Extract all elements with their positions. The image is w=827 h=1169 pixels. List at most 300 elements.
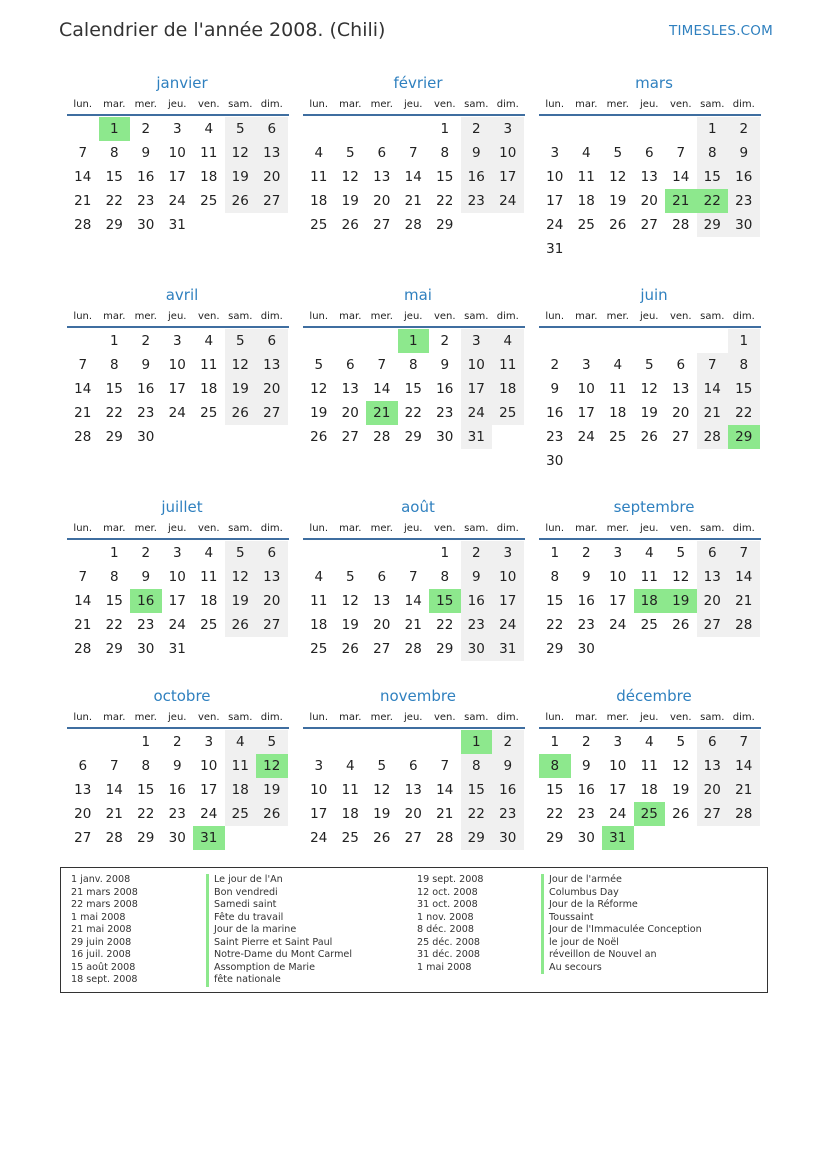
day-cell[interactable]: 19 xyxy=(341,617,359,633)
day-cell[interactable]: 27 xyxy=(74,830,92,846)
day-cell[interactable]: 16 xyxy=(436,381,454,397)
day-cell[interactable]: 4 xyxy=(644,734,654,750)
day-cell[interactable]: 21 xyxy=(105,806,123,822)
day-cell[interactable]: 10 xyxy=(200,758,218,774)
day-cell[interactable]: 2 xyxy=(728,117,760,141)
day-cell[interactable]: 18 xyxy=(609,405,627,421)
day-cell[interactable]: 28 xyxy=(373,429,391,445)
day-cell[interactable]: 24 xyxy=(461,401,493,425)
day-cell[interactable]: 2 xyxy=(492,730,524,754)
day-cell[interactable]: 30 xyxy=(546,453,564,469)
day-cell[interactable]: 7 xyxy=(440,758,450,774)
day-cell[interactable]: 15 xyxy=(105,593,123,609)
day-cell[interactable]: 4 xyxy=(492,329,524,353)
day-cell[interactable]: 26 xyxy=(672,617,690,633)
day-cell[interactable]: 13 xyxy=(697,565,729,589)
day-cell[interactable]: 30 xyxy=(137,217,155,233)
day-cell[interactable]: 18 xyxy=(492,377,524,401)
day-cell[interactable]: 14 xyxy=(436,782,454,798)
day-cell[interactable]: 27 xyxy=(672,429,690,445)
day-cell[interactable]: 17 xyxy=(492,589,524,613)
day-cell[interactable]: 6 xyxy=(377,569,387,585)
day-cell[interactable]: 21 xyxy=(74,617,92,633)
day-cell[interactable]: 16 xyxy=(461,589,493,613)
day-cell[interactable]: 5 xyxy=(676,734,686,750)
day-cell[interactable]: 29 xyxy=(105,641,123,657)
day-cell[interactable]: 15 xyxy=(697,165,729,189)
day-cell[interactable]: 1 xyxy=(728,329,760,353)
day-cell[interactable]: 3 xyxy=(492,541,524,565)
holiday-day[interactable]: 21 xyxy=(665,189,697,213)
day-cell[interactable]: 11 xyxy=(640,569,658,585)
day-cell[interactable]: 15 xyxy=(546,782,564,798)
brand-link[interactable]: TIMESLES.COM xyxy=(669,23,773,39)
day-cell[interactable]: 8 xyxy=(728,353,760,377)
day-cell[interactable]: 2 xyxy=(141,333,151,349)
day-cell[interactable]: 7 xyxy=(109,758,119,774)
day-cell[interactable]: 5 xyxy=(377,758,387,774)
day-cell[interactable]: 21 xyxy=(404,193,422,209)
day-cell[interactable]: 6 xyxy=(78,758,88,774)
day-cell[interactable]: 13 xyxy=(404,782,422,798)
day-cell[interactable]: 1 xyxy=(141,734,151,750)
day-cell[interactable]: 10 xyxy=(577,381,595,397)
day-cell[interactable]: 12 xyxy=(672,569,690,585)
day-cell[interactable]: 2 xyxy=(581,734,591,750)
day-cell[interactable]: 24 xyxy=(609,617,627,633)
day-cell[interactable]: 22 xyxy=(546,617,564,633)
day-cell[interactable]: 16 xyxy=(577,782,595,798)
day-cell[interactable]: 4 xyxy=(345,758,355,774)
day-cell[interactable]: 27 xyxy=(640,217,658,233)
day-cell[interactable]: 10 xyxy=(168,569,186,585)
day-cell[interactable]: 28 xyxy=(74,429,92,445)
day-cell[interactable]: 12 xyxy=(672,758,690,774)
day-cell[interactable]: 26 xyxy=(640,429,658,445)
day-cell[interactable]: 11 xyxy=(492,353,524,377)
day-cell[interactable]: 28 xyxy=(74,217,92,233)
day-cell[interactable]: 28 xyxy=(74,641,92,657)
day-cell[interactable]: 23 xyxy=(168,806,186,822)
day-cell[interactable]: 11 xyxy=(640,758,658,774)
day-cell[interactable]: 3 xyxy=(492,117,524,141)
day-cell[interactable]: 9 xyxy=(728,141,760,165)
day-cell[interactable]: 8 xyxy=(440,569,450,585)
day-cell[interactable]: 21 xyxy=(74,405,92,421)
day-cell[interactable]: 8 xyxy=(461,754,493,778)
day-cell[interactable]: 9 xyxy=(581,569,591,585)
day-cell[interactable]: 17 xyxy=(546,193,564,209)
day-cell[interactable]: 27 xyxy=(373,641,391,657)
day-cell[interactable]: 3 xyxy=(581,357,591,373)
day-cell[interactable]: 14 xyxy=(373,381,391,397)
day-cell[interactable]: 8 xyxy=(141,758,151,774)
day-cell[interactable]: 15 xyxy=(404,381,422,397)
day-cell[interactable]: 11 xyxy=(577,169,595,185)
day-cell[interactable]: 22 xyxy=(436,193,454,209)
day-cell[interactable]: 28 xyxy=(728,613,760,637)
holiday-day[interactable]: 1 xyxy=(461,730,493,754)
day-cell[interactable]: 14 xyxy=(74,169,92,185)
day-cell[interactable]: 20 xyxy=(341,405,359,421)
day-cell[interactable]: 19 xyxy=(341,193,359,209)
day-cell[interactable]: 7 xyxy=(408,569,418,585)
day-cell[interactable]: 24 xyxy=(168,617,186,633)
day-cell[interactable]: 6 xyxy=(644,145,654,161)
day-cell[interactable]: 30 xyxy=(728,213,760,237)
day-cell[interactable]: 17 xyxy=(310,806,328,822)
day-cell[interactable]: 4 xyxy=(204,333,214,349)
day-cell[interactable]: 5 xyxy=(225,541,257,565)
day-cell[interactable]: 29 xyxy=(546,641,564,657)
day-cell[interactable]: 30 xyxy=(577,830,595,846)
day-cell[interactable]: 20 xyxy=(672,405,690,421)
day-cell[interactable]: 5 xyxy=(225,117,257,141)
day-cell[interactable]: 16 xyxy=(728,165,760,189)
day-cell[interactable]: 26 xyxy=(225,189,257,213)
day-cell[interactable]: 21 xyxy=(697,401,729,425)
day-cell[interactable]: 19 xyxy=(256,778,288,802)
day-cell[interactable]: 27 xyxy=(697,613,729,637)
day-cell[interactable]: 27 xyxy=(256,401,288,425)
day-cell[interactable]: 27 xyxy=(256,189,288,213)
day-cell[interactable]: 14 xyxy=(697,377,729,401)
day-cell[interactable]: 27 xyxy=(404,830,422,846)
day-cell[interactable]: 29 xyxy=(105,217,123,233)
day-cell[interactable]: 19 xyxy=(225,165,257,189)
day-cell[interactable]: 29 xyxy=(105,429,123,445)
day-cell[interactable]: 13 xyxy=(373,169,391,185)
day-cell[interactable]: 25 xyxy=(341,830,359,846)
day-cell[interactable]: 18 xyxy=(200,593,218,609)
day-cell[interactable]: 28 xyxy=(697,425,729,449)
day-cell[interactable]: 24 xyxy=(492,613,524,637)
holiday-day[interactable]: 1 xyxy=(398,329,430,353)
day-cell[interactable]: 9 xyxy=(550,381,560,397)
day-cell[interactable]: 23 xyxy=(461,613,493,637)
day-cell[interactable]: 2 xyxy=(550,357,560,373)
day-cell[interactable]: 28 xyxy=(404,641,422,657)
day-cell[interactable]: 19 xyxy=(310,405,328,421)
day-cell[interactable]: 30 xyxy=(436,429,454,445)
day-cell[interactable]: 21 xyxy=(404,617,422,633)
day-cell[interactable]: 3 xyxy=(550,145,560,161)
day-cell[interactable]: 31 xyxy=(492,637,524,661)
day-cell[interactable]: 7 xyxy=(78,357,88,373)
day-cell[interactable]: 11 xyxy=(225,754,257,778)
day-cell[interactable]: 3 xyxy=(613,734,623,750)
day-cell[interactable]: 23 xyxy=(492,802,524,826)
day-cell[interactable]: 10 xyxy=(609,758,627,774)
day-cell[interactable]: 9 xyxy=(440,357,450,373)
day-cell[interactable]: 10 xyxy=(609,569,627,585)
day-cell[interactable]: 28 xyxy=(436,830,454,846)
day-cell[interactable]: 21 xyxy=(728,589,760,613)
day-cell[interactable]: 31 xyxy=(168,217,186,233)
day-cell[interactable]: 11 xyxy=(341,782,359,798)
day-cell[interactable]: 5 xyxy=(314,357,324,373)
day-cell[interactable]: 20 xyxy=(74,806,92,822)
day-cell[interactable]: 22 xyxy=(404,405,422,421)
day-cell[interactable]: 12 xyxy=(640,381,658,397)
day-cell[interactable]: 7 xyxy=(78,145,88,161)
day-cell[interactable]: 14 xyxy=(404,169,422,185)
day-cell[interactable]: 22 xyxy=(728,401,760,425)
day-cell[interactable]: 9 xyxy=(141,569,151,585)
day-cell[interactable]: 26 xyxy=(256,802,288,826)
day-cell[interactable]: 10 xyxy=(461,353,493,377)
day-cell[interactable]: 10 xyxy=(492,141,524,165)
day-cell[interactable]: 20 xyxy=(256,589,288,613)
day-cell[interactable]: 16 xyxy=(137,169,155,185)
day-cell[interactable]: 26 xyxy=(672,806,690,822)
day-cell[interactable]: 30 xyxy=(137,429,155,445)
day-cell[interactable]: 13 xyxy=(74,782,92,798)
day-cell[interactable]: 23 xyxy=(137,193,155,209)
day-cell[interactable]: 14 xyxy=(105,782,123,798)
day-cell[interactable]: 8 xyxy=(408,357,418,373)
day-cell[interactable]: 8 xyxy=(109,357,119,373)
day-cell[interactable]: 13 xyxy=(256,141,288,165)
day-cell[interactable]: 27 xyxy=(256,613,288,637)
day-cell[interactable]: 20 xyxy=(373,617,391,633)
day-cell[interactable]: 26 xyxy=(609,217,627,233)
day-cell[interactable]: 20 xyxy=(256,377,288,401)
day-cell[interactable]: 25 xyxy=(200,405,218,421)
day-cell[interactable]: 2 xyxy=(461,541,493,565)
day-cell[interactable]: 24 xyxy=(546,217,564,233)
day-cell[interactable]: 20 xyxy=(697,778,729,802)
day-cell[interactable]: 7 xyxy=(377,357,387,373)
day-cell[interactable]: 21 xyxy=(74,193,92,209)
day-cell[interactable]: 4 xyxy=(204,121,214,137)
day-cell[interactable]: 17 xyxy=(461,377,493,401)
day-cell[interactable]: 28 xyxy=(728,802,760,826)
day-cell[interactable]: 9 xyxy=(581,758,591,774)
day-cell[interactable]: 1 xyxy=(550,734,560,750)
day-cell[interactable]: 25 xyxy=(577,217,595,233)
day-cell[interactable]: 20 xyxy=(640,193,658,209)
day-cell[interactable]: 7 xyxy=(728,541,760,565)
day-cell[interactable]: 6 xyxy=(345,357,355,373)
day-cell[interactable]: 11 xyxy=(200,569,218,585)
day-cell[interactable]: 2 xyxy=(581,545,591,561)
day-cell[interactable]: 4 xyxy=(581,145,591,161)
day-cell[interactable]: 2 xyxy=(141,121,151,137)
day-cell[interactable]: 26 xyxy=(373,830,391,846)
day-cell[interactable]: 5 xyxy=(676,545,686,561)
day-cell[interactable]: 29 xyxy=(461,826,493,850)
day-cell[interactable]: 3 xyxy=(613,545,623,561)
day-cell[interactable]: 15 xyxy=(137,782,155,798)
day-cell[interactable]: 28 xyxy=(672,217,690,233)
day-cell[interactable]: 6 xyxy=(676,357,686,373)
day-cell[interactable]: 22 xyxy=(461,802,493,826)
day-cell[interactable]: 23 xyxy=(546,429,564,445)
holiday-day[interactable]: 8 xyxy=(539,754,571,778)
day-cell[interactable]: 23 xyxy=(461,189,493,213)
day-cell[interactable]: 4 xyxy=(314,569,324,585)
day-cell[interactable]: 23 xyxy=(436,405,454,421)
day-cell[interactable]: 17 xyxy=(168,593,186,609)
day-cell[interactable]: 2 xyxy=(440,333,450,349)
day-cell[interactable]: 12 xyxy=(341,169,359,185)
holiday-day[interactable]: 21 xyxy=(366,401,398,425)
day-cell[interactable]: 30 xyxy=(168,830,186,846)
day-cell[interactable]: 29 xyxy=(137,830,155,846)
day-cell[interactable]: 17 xyxy=(609,782,627,798)
day-cell[interactable]: 13 xyxy=(256,565,288,589)
day-cell[interactable]: 9 xyxy=(461,565,493,589)
day-cell[interactable]: 9 xyxy=(461,141,493,165)
day-cell[interactable]: 13 xyxy=(640,169,658,185)
day-cell[interactable]: 12 xyxy=(341,593,359,609)
day-cell[interactable]: 31 xyxy=(461,425,493,449)
day-cell[interactable]: 24 xyxy=(577,429,595,445)
day-cell[interactable]: 8 xyxy=(550,569,560,585)
day-cell[interactable]: 24 xyxy=(200,806,218,822)
day-cell[interactable]: 14 xyxy=(404,593,422,609)
day-cell[interactable]: 16 xyxy=(492,778,524,802)
day-cell[interactable]: 1 xyxy=(440,121,450,137)
day-cell[interactable]: 21 xyxy=(728,778,760,802)
day-cell[interactable]: 30 xyxy=(577,641,595,657)
day-cell[interactable]: 27 xyxy=(697,802,729,826)
day-cell[interactable]: 20 xyxy=(697,589,729,613)
day-cell[interactable]: 6 xyxy=(377,145,387,161)
day-cell[interactable]: 18 xyxy=(310,617,328,633)
day-cell[interactable]: 26 xyxy=(225,613,257,637)
day-cell[interactable]: 1 xyxy=(109,333,119,349)
day-cell[interactable]: 28 xyxy=(105,830,123,846)
day-cell[interactable]: 8 xyxy=(109,145,119,161)
day-cell[interactable]: 7 xyxy=(408,145,418,161)
day-cell[interactable]: 23 xyxy=(577,617,595,633)
day-cell[interactable]: 17 xyxy=(609,593,627,609)
day-cell[interactable]: 9 xyxy=(141,357,151,373)
day-cell[interactable]: 10 xyxy=(546,169,564,185)
day-cell[interactable]: 9 xyxy=(172,758,182,774)
day-cell[interactable]: 20 xyxy=(256,165,288,189)
day-cell[interactable]: 15 xyxy=(728,377,760,401)
day-cell[interactable]: 11 xyxy=(200,145,218,161)
day-cell[interactable]: 11 xyxy=(310,169,328,185)
day-cell[interactable]: 5 xyxy=(256,730,288,754)
day-cell[interactable]: 19 xyxy=(373,806,391,822)
day-cell[interactable]: 22 xyxy=(436,617,454,633)
day-cell[interactable]: 25 xyxy=(492,401,524,425)
holiday-day[interactable]: 22 xyxy=(697,189,729,213)
day-cell[interactable]: 10 xyxy=(168,145,186,161)
day-cell[interactable]: 3 xyxy=(204,734,214,750)
day-cell[interactable]: 14 xyxy=(74,593,92,609)
day-cell[interactable]: 20 xyxy=(404,806,422,822)
day-cell[interactable]: 19 xyxy=(609,193,627,209)
day-cell[interactable]: 30 xyxy=(492,826,524,850)
day-cell[interactable]: 10 xyxy=(168,357,186,373)
day-cell[interactable]: 4 xyxy=(314,145,324,161)
day-cell[interactable]: 14 xyxy=(728,754,760,778)
day-cell[interactable]: 18 xyxy=(341,806,359,822)
day-cell[interactable]: 30 xyxy=(461,637,493,661)
day-cell[interactable]: 16 xyxy=(137,381,155,397)
day-cell[interactable]: 8 xyxy=(109,569,119,585)
day-cell[interactable]: 3 xyxy=(172,333,182,349)
day-cell[interactable]: 25 xyxy=(225,802,257,826)
day-cell[interactable]: 19 xyxy=(640,405,658,421)
day-cell[interactable]: 1 xyxy=(550,545,560,561)
day-cell[interactable]: 7 xyxy=(697,353,729,377)
day-cell[interactable]: 19 xyxy=(672,782,690,798)
day-cell[interactable]: 6 xyxy=(697,541,729,565)
day-cell[interactable]: 13 xyxy=(697,754,729,778)
day-cell[interactable]: 29 xyxy=(546,830,564,846)
day-cell[interactable]: 4 xyxy=(204,545,214,561)
day-cell[interactable]: 14 xyxy=(74,381,92,397)
day-cell[interactable]: 13 xyxy=(256,353,288,377)
day-cell[interactable]: 29 xyxy=(404,429,422,445)
day-cell[interactable]: 3 xyxy=(461,329,493,353)
day-cell[interactable]: 30 xyxy=(137,641,155,657)
day-cell[interactable]: 25 xyxy=(310,217,328,233)
day-cell[interactable]: 17 xyxy=(200,782,218,798)
day-cell[interactable]: 2 xyxy=(172,734,182,750)
day-cell[interactable]: 25 xyxy=(310,641,328,657)
day-cell[interactable]: 23 xyxy=(577,806,595,822)
day-cell[interactable]: 26 xyxy=(310,429,328,445)
day-cell[interactable]: 1 xyxy=(697,117,729,141)
day-cell[interactable]: 29 xyxy=(436,217,454,233)
day-cell[interactable]: 6 xyxy=(697,730,729,754)
day-cell[interactable]: 22 xyxy=(105,193,123,209)
holiday-day[interactable]: 16 xyxy=(130,589,162,613)
day-cell[interactable]: 3 xyxy=(314,758,324,774)
day-cell[interactable]: 17 xyxy=(168,169,186,185)
day-cell[interactable]: 5 xyxy=(345,145,355,161)
day-cell[interactable]: 4 xyxy=(225,730,257,754)
day-cell[interactable]: 5 xyxy=(345,569,355,585)
day-cell[interactable]: 13 xyxy=(341,381,359,397)
day-cell[interactable]: 15 xyxy=(546,593,564,609)
day-cell[interactable]: 1 xyxy=(440,545,450,561)
day-cell[interactable]: 12 xyxy=(225,353,257,377)
day-cell[interactable]: 6 xyxy=(408,758,418,774)
day-cell[interactable]: 15 xyxy=(436,169,454,185)
day-cell[interactable]: 22 xyxy=(105,617,123,633)
day-cell[interactable]: 17 xyxy=(577,405,595,421)
day-cell[interactable]: 7 xyxy=(676,145,686,161)
day-cell[interactable]: 5 xyxy=(225,329,257,353)
day-cell[interactable]: 12 xyxy=(609,169,627,185)
day-cell[interactable]: 24 xyxy=(492,189,524,213)
day-cell[interactable]: 16 xyxy=(577,593,595,609)
day-cell[interactable]: 29 xyxy=(697,213,729,237)
day-cell[interactable]: 4 xyxy=(613,357,623,373)
holiday-day[interactable]: 31 xyxy=(193,826,225,850)
day-cell[interactable]: 6 xyxy=(256,329,288,353)
day-cell[interactable]: 25 xyxy=(609,429,627,445)
day-cell[interactable]: 27 xyxy=(341,429,359,445)
day-cell[interactable]: 13 xyxy=(672,381,690,397)
day-cell[interactable]: 26 xyxy=(341,641,359,657)
holiday-day[interactable]: 12 xyxy=(256,754,288,778)
day-cell[interactable]: 25 xyxy=(200,193,218,209)
day-cell[interactable]: 18 xyxy=(577,193,595,209)
day-cell[interactable]: 12 xyxy=(373,782,391,798)
day-cell[interactable]: 7 xyxy=(78,569,88,585)
day-cell[interactable]: 11 xyxy=(200,357,218,373)
holiday-day[interactable]: 31 xyxy=(602,826,634,850)
